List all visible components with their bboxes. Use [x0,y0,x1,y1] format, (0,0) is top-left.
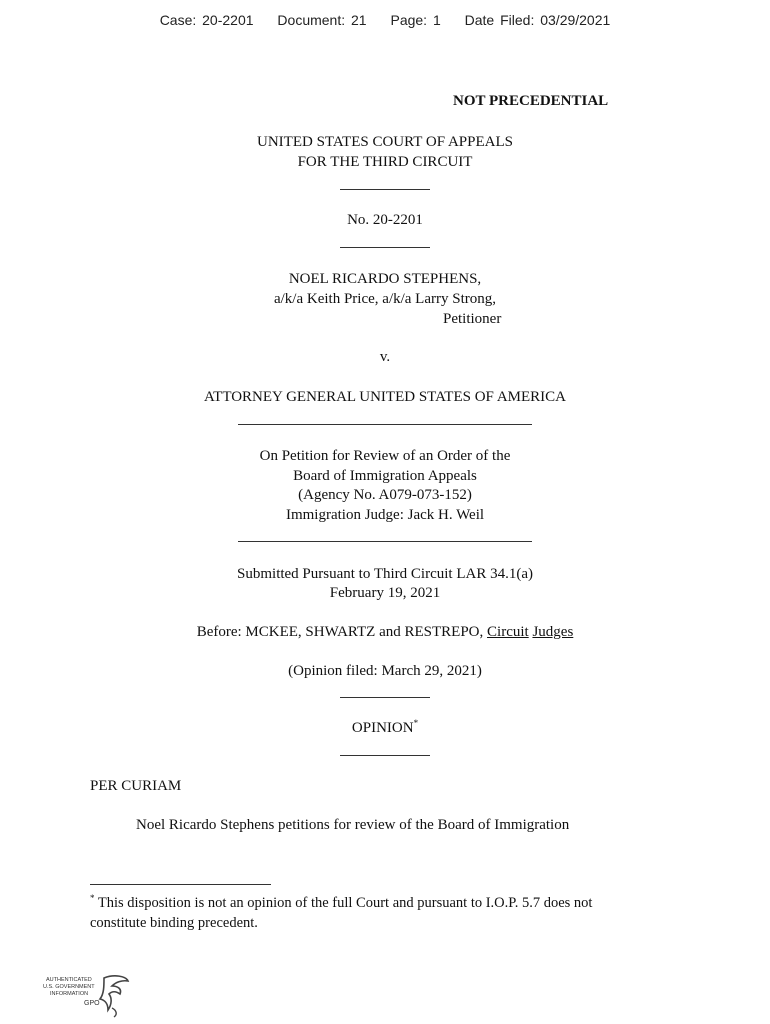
divider [340,189,430,190]
petitioner-name: NOEL RICARDO STEPHENS, [288,271,482,287]
footnote [90,893,690,913]
gpo-logo-line4: GPO [84,1000,100,1007]
precedential-designation: NOT PRECEDENTIAL [453,93,609,109]
footnote-reference[interactable]: * [413,718,419,728]
gpo-logo-line1: AUTHENTICATED [46,977,92,983]
immigration-judge: Immigration Judge: Jack H. Weil [285,507,485,523]
footnote-line2: constitute binding precedent. [90,915,258,931]
gpo-eagle-icon [42,972,132,1018]
opinion-heading [0,718,770,738]
respondent-name: ATTORNEY GENERAL UNITED STATES OF AMERICA [204,389,566,405]
versus: v. [379,349,391,365]
circuit-word: Circuit [487,624,529,640]
footnote-divider [90,884,271,885]
court-name-line1: UNITED STATES COURT OF APPEALS [257,134,513,150]
header-document: Document: 21 [277,12,367,28]
header-page: Page: 1 [390,12,441,28]
footnote-line1: This disposition is not an opinion of the full Court and pursuant to I.O.P. 5.7 does not [94,895,593,911]
gpo-logo-line2: U.S. GOVERNMENT [43,984,95,990]
opinion-title: OPINION [351,720,414,736]
footnote-mark: * [90,893,95,904]
header-date-filed: Date Filed: 03/29/2021 [464,12,611,28]
agency-number: (Agency No. A079-073-152) [298,487,472,503]
docket-number: No. 20-2201 [347,212,423,228]
header-case: Case: 20-2201 [159,12,254,28]
divider [340,755,430,756]
panel-judges-prefix: Before: MCKEE, SHWARTZ and RESTREPO, [196,624,488,640]
opinion-body-text: Noel Ricardo Stephens petitions for review of the Board of Immigration [136,817,570,833]
judges-word: Judges [532,624,574,640]
divider [238,541,532,542]
divider [340,697,430,698]
court-name-line2: FOR THE THIRD CIRCUIT [297,154,473,170]
submission-line1: Submitted Pursuant to Third Circuit LAR 34.1(a) [237,566,533,582]
petitioner-aliases: a/k/a Keith Price, a/k/a Larry Strong, [273,291,496,307]
petitioner-role: Petitioner [443,311,502,327]
panel-judges [0,622,770,642]
divider [238,424,532,425]
per-curiam: PER CURIAM [90,778,182,794]
submission-date: February 19, 2021 [329,585,441,601]
gpo-logo-line3: INFORMATION [50,991,89,997]
petition-line2: Board of Immigration Appeals [293,468,477,484]
divider [340,247,430,248]
ecf-header [0,12,770,28]
gpo-authentication-logo [42,972,132,1018]
petition-line1: On Petition for Review of an Order of the [259,448,511,464]
opinion-filed-date: (Opinion filed: March 29, 2021) [288,663,482,679]
